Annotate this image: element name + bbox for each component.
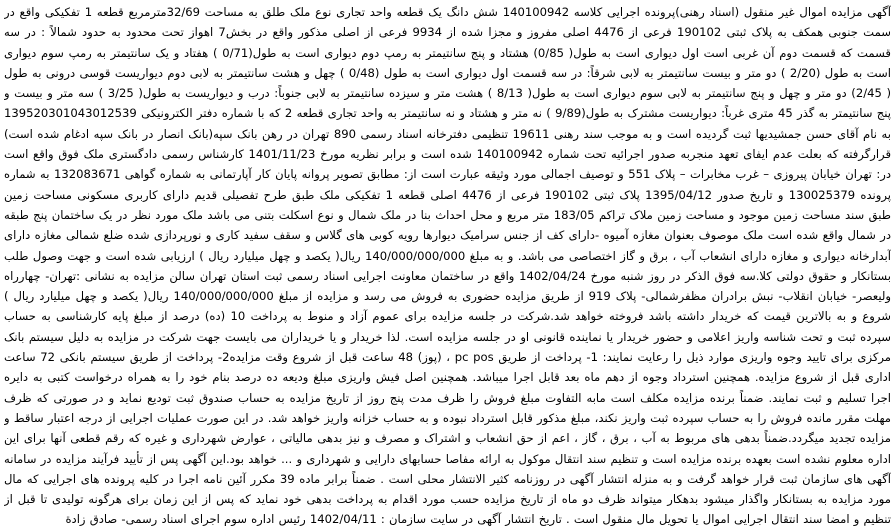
auction-notice-text: آگهی مزایده اموال غیر منقول (اسناد رهنی)پرونده اجرایی کلاسه 140100942 شش دانگ یک قطعه واحد تجاری نوع ملک طلق به مساحت 32/69مترمربع قطعه 1 تفکیکی واقع در سمت جنوبی همکف به پلاک ثبتی 190102 فرعی از 4476 اصلی مفروز و مجزا شده از 9934 فرعی از اصلی مذکور واقع در بخش7 اهواز تحت محدود به حدود شمالاً : در سه قسمت که قسمت دوم آن غربی است اول دیواری است به طول( 0/85) هشتاد و پنج سانتیمتر به رمپ دوم دیواری است به طول(0/71 ) هفتاد و یک سانتیمتر به رمپ سوم دیواری است به طول (2/20 ) دو متر و بیست سانتیمتر به لابی شرقاً: در سه قسمت اول دیواری است به طول (0/48 ) چهل و هشت سانتیمتر به لابی دوم دیواریست قوسی درونی به طول ( 2/45) دو متر و چهل و پنج سانتیمتر به لابی سوم دیواری است به طول( 8/13 ) هشت متر و سیزده سانتیمتر به لابی جنوباً: درب و دیواریست به طول( 3/25 ) سه متر و بیست و پنج سانتیمتر به گذر 45 متری غرباً: دیواریست مشترک به طول(9/89 ) نه متر و هشتاد و نه سانتیمتر به واحد تجاری قطعه 2 که با شماره دفتر الکترونیکی 139520301043012539 به نام آقای حسن جمشیدیها ثبت گردیده است و به موجب سند رهنی 19611 تنظیمی دفترخانه اسناد رسمی 890 تهران در رهن بانک سپه(بانک انصار در بانک سپه ادغام شده است) قرارگرفته که بعلت عدم ایفای تعهد منجربه صدور اجرائیه تحت شماره 140100942 شده است و برابر نظریه مورخ 1401/11/23 کارشناس رسمی دادگستری ملک فوق واقع است در: تهران خیابان پیروزی – غرب مخابرات – پلاک 551 و توصیف اجمالی مورد وثیقه عبارت است از: مطابق تصویر پروانه پایان کار آپارتمانی به شماره گواهی 132083671 به شماره پرونده 130025379 و تاریخ صدور 1395/04/12 پلاک ثبتی 190102 فرعی از 4476 اصلی قطعه 1 تفکیکی ملک طبق طرح تفصیلی قدیم دارای کاربری مسکونی مساحت زمین طبق سند مساحت زمین موجود و مساحت زمین ملاک تراکم 183/05 متر مربع و محل احداث بنا در ملک شمال و نوع اسکلت بتنی می باشد ملک مورد نظر در یک ساختمان پنج طبقه در شمال واقع شده است ملک موصوف بعنوان مغازه آمیوه -دارای کف از جنس سرامیک دیوارها رویه کوبی های گلاس و سقف سفید کاری و نورپردازی شده ضلع شمالی مغازه دارای آبدارخانه دیواری و مغازه دارای انشعاب آب ، برق و گاز اختصاصی می باشد. و به مبلغ 140/000/000/000 ریال( یکصد و چهل میلیارد ریال ) ارزیابی شده است و جهت وصول طلب بستانکار و حقوق دولتی کلا.سه فوق الذکر در روز شنبه مورخ 1402/04/24 واقع در ساختمان معاونت اجرایی اسناد رسمی ثبت استان تهران سالن مزایده به نشانی :تهران- چهارراه ولیعصر- خیابان انقلاب- نبش برادران مظفرشمالی- پلاک 919 از طریق مزایده حضوری به فروش می رسد و مزایده از مبلغ 140/000/000/000 ریال( یکصد و چهل میلیارد ریال ) شروع و به بالاترین قیمت که خریدار داشته باشد فروخته خواهد شد.شرکت در جلسه مزایده برای عموم آزاد و منوط به پرداخت 10 (ده) درصد از مبلغ پایه کارشناسی به حساب سپرده ثبت و تحت شناسه واریز اعلامی و حضور خریدار یا نماینده قانونی او در جلسه مزایده است. لذا خریدار و یا خریداران می بایست جهت شرکت در مزایده به دلیل سیستم بانک مرکزی برای تایید وجوه واریزی موارد ذیل را رعایت نمایند: 1- پرداخت از طریق pc pos ، (پوز) 48 ساعت قبل از شروع وقت مزایده2- پرداخت از طریق سیستم بانکی 72 ساعت اداری قبل از شروع مزایده. همچنین استرداد وجوه از دهم ماه بعد قابل اجرا میباشد. همچنین اصل فیش واریزی مبلغ ودیعه ده درصد بنام خود را به همراه درخواست کتبی به دایره اجرا تسلیم و ثبت نمایند. ضمناً برنده مزایده مکلف است مابه التفاوت مبلغ فروش را ظرف مدت پنج روز از تاریخ مزایده به حساب صندوق ثبت تودیع نماید و در صورتی که ظرف مهلت مقرر مانده فروش را به حساب سپرده ثبت واریز نکند، مبلغ مذکور قابل استرداد نبوده و به حساب خزانه واریز خواهد شد. در این صورت عملیات اجرایی از درجه اعتبار ساقط و مزایده تجدید میگردد.ضمناً بدهی های مربوط به آب ، برق ، گاز ، اعم از حق انشعاب و اشتراک و مصرف و نیز بدهی مالیاتی ، عوارض شهرداری و غیره که رقم قطعی آنها برای این اداره معلوم نشده است بعهده برنده مزایده است و تنظیم سند انتقال موکول به ارائه مفاصا حسابهای دارایی و شهرداری و ... خواهد بود.این آگهی پس از تأیید فرآیند مزایده در سامانه آگهی های سازمان ثبت قرار خواهد گرفت و به منزله انتشار آگهی در روزنامه کثیر الانتشار محلی است . ضمناً برابر ماده 39 مکرر آئین نامه اجرا در کلیه پرونده های اجرایی که مال مورد مزایده به بستانکار واگذار میشود بدهکار میتواند ظرف دو ماه از تاریخ مزایده حسب مورد اقدام به پرداخت بدهی خود نماید که پس از این زمان برای هرگونه تولیدی تا قبل از تنظیم و امضا سند انتقال اجرایی اموال یا تحویل مال منقول است . تاریخ انتشار آگهی در سایت سازمان : 1402/04/11 رئیس اداره سوم اجرای اسناد رسمی- صادق زادة [4, 5, 891, 527]
